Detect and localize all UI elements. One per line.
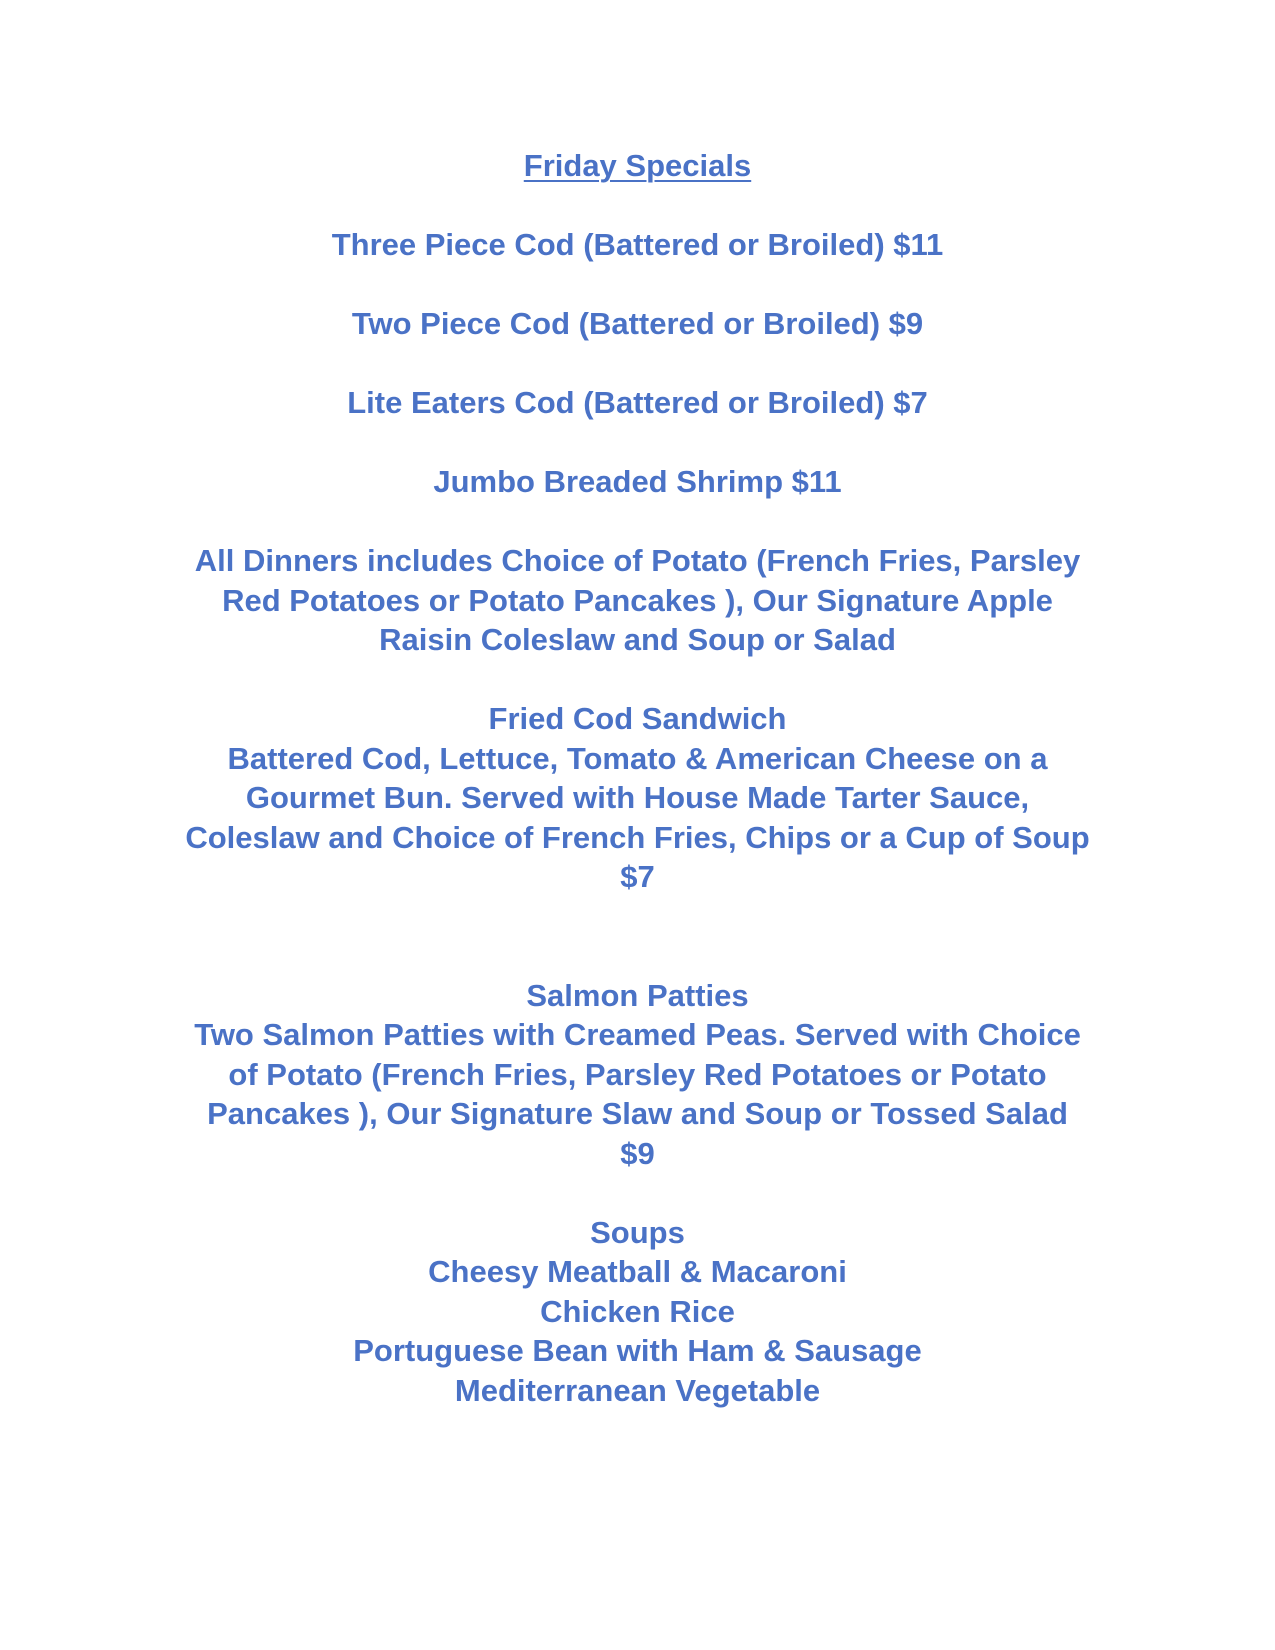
dinners-note-line: Raisin Coleslaw and Soup or Salad [379,622,896,657]
salmon-patties-price: $9 [620,1135,655,1171]
salmon-patties-name: Salmon Patties [526,977,749,1013]
soup-item: Cheesy Meatball & Macaroni [428,1254,847,1289]
special-jumbo-shrimp: Jumbo Breaded Shrimp $11 [433,464,842,499]
special-two-piece-cod: Two Piece Cod (Battered or Broiled) $9 [351,306,924,341]
fried-cod-sandwich-name: Fried Cod Sandwich [488,701,787,736]
dinners-note-line: All Dinners includes Choice of Potato (French Fries, Parsley [194,543,1081,578]
soup-item: Portuguese Bean with Ham & Sausage [353,1333,922,1368]
friday-specials-menu [0,146,1275,1410]
soup-item: Chicken Rice [540,1293,735,1329]
salmon-patties-description: Pancakes ), Our Signature Slaw and Soup or Tossed Salad [207,1096,1068,1131]
special-three-piece-cod: Three Piece Cod (Battered or Broiled) $11 [331,227,944,262]
fried-cod-sandwich-description: Battered Cod, Lettuce, Tomato & American Cheese on a [227,740,1048,776]
menu-title: Friday Specials [523,148,752,183]
salmon-patties-description: Two Salmon Patties with Creamed Peas. Served with Choice [194,1017,1081,1052]
soup-item: Mediterranean Vegetable [454,1372,821,1408]
salmon-patties-description: of Potato (French Fries, Parsley Red Potatoes or Potato [228,1056,1047,1092]
fried-cod-sandwich-description: Gourmet Bun. Served with House Made Tarter Sauce, [245,780,1030,815]
soups-heading: Soups [590,1214,685,1250]
fried-cod-sandwich-description: Coleslaw and Choice of French Fries, Chips or a Cup of Soup [185,819,1090,855]
fried-cod-sandwich-price: $7 [620,859,655,894]
dinners-note-line: Red Potatoes or Potato Pancakes ), Our Signature Apple [222,582,1053,618]
special-lite-eaters-cod: Lite Eaters Cod (Battered or Broiled) $7 [347,385,928,420]
